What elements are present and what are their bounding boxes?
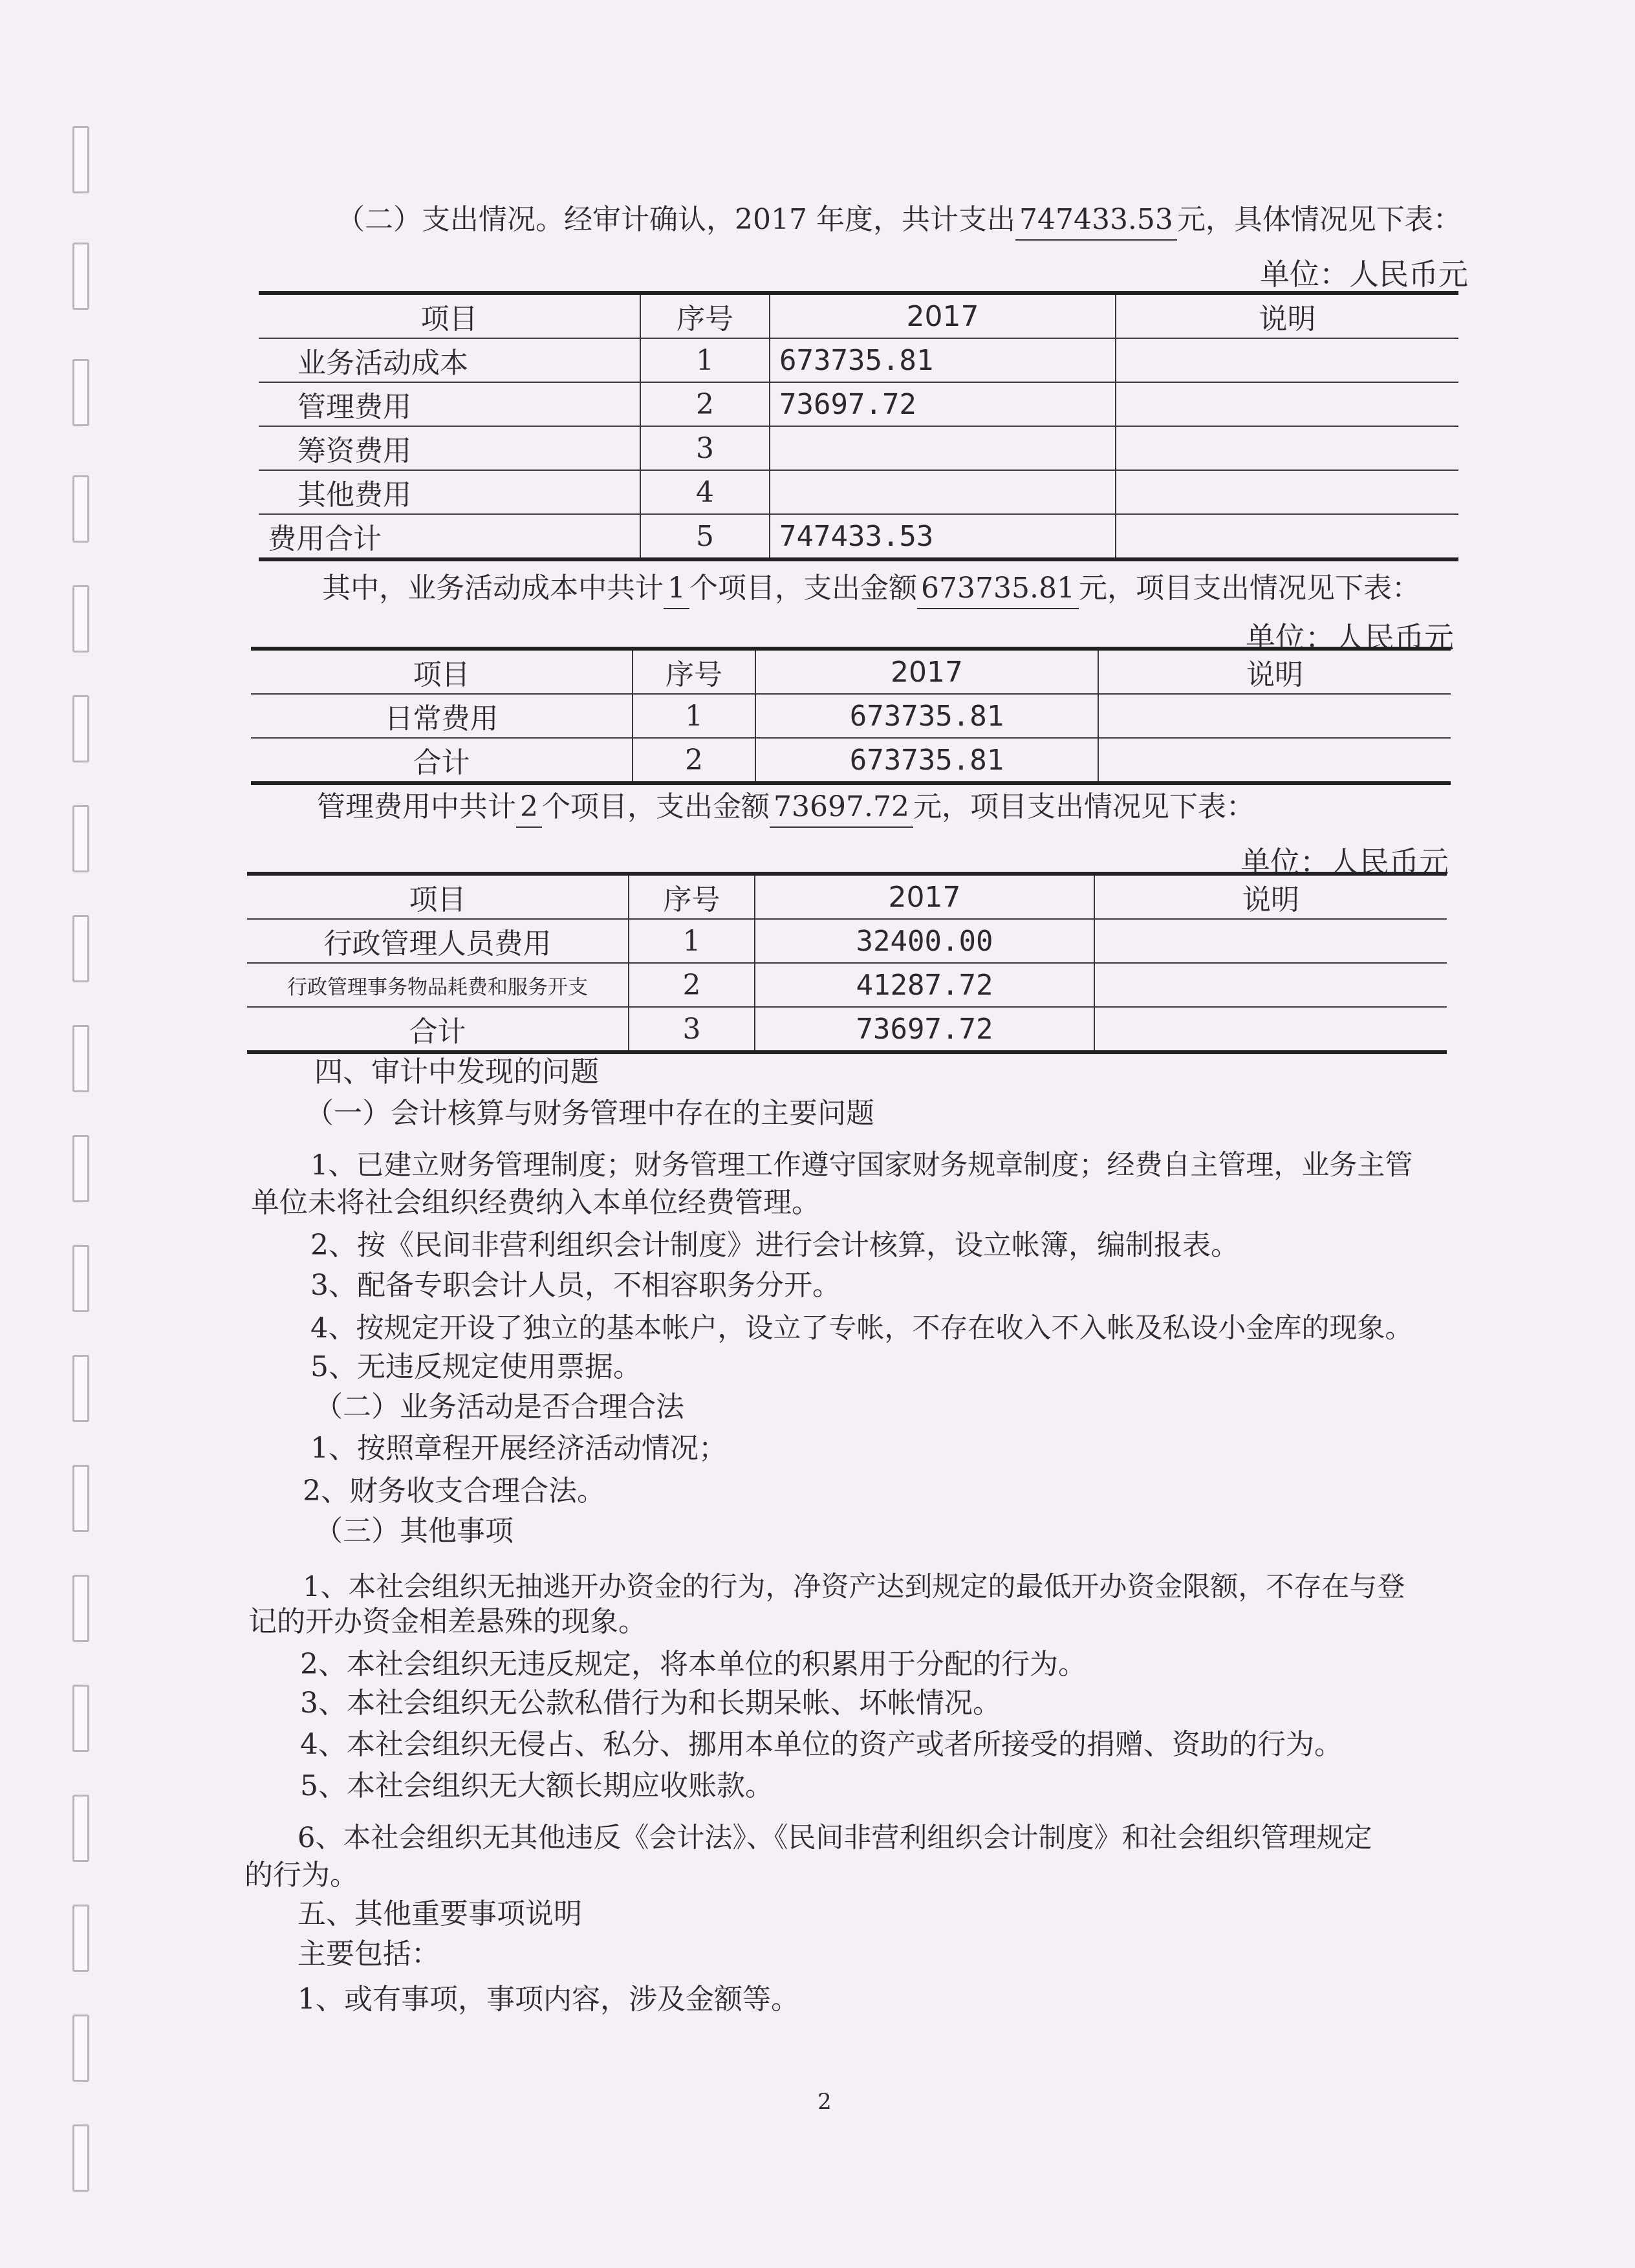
paragraph: 1、已建立财务管理制度；财务管理工作遵守国家财务规章制度；经费自主管理，业务主管 [310, 1149, 1413, 1182]
binding-hole [72, 695, 89, 762]
header-year: 2017 [770, 293, 1116, 338]
table-row: 业务活动成本 1 673735.81 [259, 338, 1458, 382]
table-row: 管理费用 2 73697.72 [259, 382, 1458, 426]
paragraph: 的行为。 [244, 1859, 358, 1892]
binding-hole [72, 585, 89, 653]
table-row: 合计 2 673735.81 [251, 738, 1451, 783]
section4-title: 四、审计中发现的问题 [314, 1055, 599, 1088]
header-item: 项目 [251, 649, 633, 694]
paragraph: 1、按照章程开展经济活动情况； [310, 1432, 727, 1465]
table-header-row [251, 649, 1451, 694]
binding-hole [72, 1135, 89, 1202]
header-year: 2017 [755, 649, 1098, 694]
paragraph: 5、本社会组织无大额长期应收账款。 [300, 1769, 774, 1802]
binding-hole [72, 1685, 89, 1752]
table-row: 筹资费用 3 [259, 426, 1458, 470]
section4-sub1: （一）会计核算与财务管理中存在的主要问题 [305, 1097, 874, 1130]
unit-label: 单位：人民币元 [1246, 620, 1454, 655]
binding-hole [72, 1465, 89, 1532]
unit-label: 单位：人民币元 [1260, 257, 1468, 292]
header-note: 说明 [1116, 293, 1458, 338]
business-cost-table [251, 647, 1451, 785]
binding-hole [72, 1025, 89, 1092]
header-item: 项目 [247, 874, 629, 919]
paragraph: 6、本社会组织无其他违反《会计法》、《民间非营利组织会计制度》和社会组织管理规定 [298, 1822, 1372, 1854]
expense-total: 747433.53 [1015, 200, 1177, 241]
section5-title: 五、其他重要事项说明 [298, 1897, 582, 1930]
binding-hole [72, 359, 89, 426]
paragraph: 1、或有事项，事项内容，涉及金额等。 [298, 1983, 799, 2016]
table-row: 日常费用 1 673735.81 [251, 694, 1451, 738]
header-note: 说明 [1098, 649, 1451, 694]
section4-sub3: （三）其他事项 [314, 1515, 514, 1548]
header-year: 2017 [755, 874, 1094, 919]
binding-hole [72, 475, 89, 543]
table-row: 其他费用 4 [259, 470, 1458, 514]
business-amount: 673735.81 [917, 569, 1079, 609]
binding-hole [72, 243, 89, 310]
header-seq: 序号 [633, 649, 755, 694]
paragraph: 1、本社会组织无抽逃开办资金的行为，净资产达到规定的最低开办资金限额，不存在与登 [303, 1571, 1405, 1603]
admin-intro: 管理费用中共计 2 个项目，支出金额 73697.72 元，项目支出情况见下表： [317, 788, 1255, 828]
paragraph: 3、配备专职会计人员，不相容职务分开。 [310, 1269, 841, 1302]
admin-amount: 73697.72 [770, 788, 913, 828]
admin-cost-table [247, 872, 1447, 1054]
binding-hole [72, 1575, 89, 1642]
table-row: 行政管理人员费用 1 32400.00 [247, 919, 1447, 963]
paragraph: 2、按《民间非营利组织会计制度》进行会计核算，设立帐簿，编制报表。 [310, 1229, 1239, 1262]
table-row: 费用合计 5 747433.53 [259, 514, 1458, 559]
section4-sub2: （二）业务活动是否合理合法 [314, 1390, 684, 1423]
paragraph: 2、财务收支合理合法。 [303, 1474, 605, 1507]
expense-table [259, 291, 1458, 561]
paragraph: 单位未将社会组织经费纳入本单位经费管理。 [251, 1186, 820, 1219]
binding-hole [72, 1245, 89, 1312]
paragraph: 4、本社会组织无侵占、私分、挪用本单位的资产或者所接受的捐赠、资助的行为。 [300, 1728, 1343, 1761]
binding-hole [72, 2014, 89, 2082]
binding-hole [72, 1355, 89, 1422]
paragraph: 2、本社会组织无违反规定，将本单位的积累用于分配的行为。 [300, 1648, 1087, 1681]
header-note: 说明 [1094, 874, 1447, 919]
paragraph: 5、无违反规定使用票据。 [310, 1350, 642, 1383]
binding-hole [72, 1905, 89, 1972]
paragraph: 3、本社会组织无公款私借行为和长期呆帐、坏帐情况。 [300, 1687, 1001, 1720]
header-item: 项目 [259, 293, 640, 338]
binding-hole [72, 2124, 89, 2192]
unit-label: 单位：人民币元 [1240, 845, 1449, 880]
table-header-row [259, 293, 1458, 338]
page-number: 2 [817, 2089, 832, 2115]
expense-intro: （二）支出情况。经审计确认，2017 年度，共计支出 747433.53 元，具体情况见下表： [336, 200, 1462, 241]
paragraph: 记的开办资金相差悬殊的现象。 [248, 1605, 647, 1638]
paragraph: 4、按规定开设了独立的基本帐户，设立了专帐，不存在收入不入帐及私设小金库的现象。 [310, 1312, 1413, 1345]
table-row: 行政管理事务物品耗费和服务开支 2 41287.72 [247, 963, 1447, 1007]
table-row: 合计 3 73697.72 [247, 1007, 1447, 1052]
section5-intro: 主要包括： [298, 1938, 440, 1971]
binding-hole [72, 805, 89, 872]
binding-hole [72, 915, 89, 982]
table-header-row [247, 874, 1447, 919]
header-seq: 序号 [640, 293, 770, 338]
header-seq: 序号 [629, 874, 755, 919]
business-intro: 其中，业务活动成本中共计 1 个项目，支出金额 673735.81 元，项目支出情况见下表： [322, 569, 1420, 609]
binding-hole [72, 126, 89, 193]
binding-hole [72, 1795, 89, 1862]
